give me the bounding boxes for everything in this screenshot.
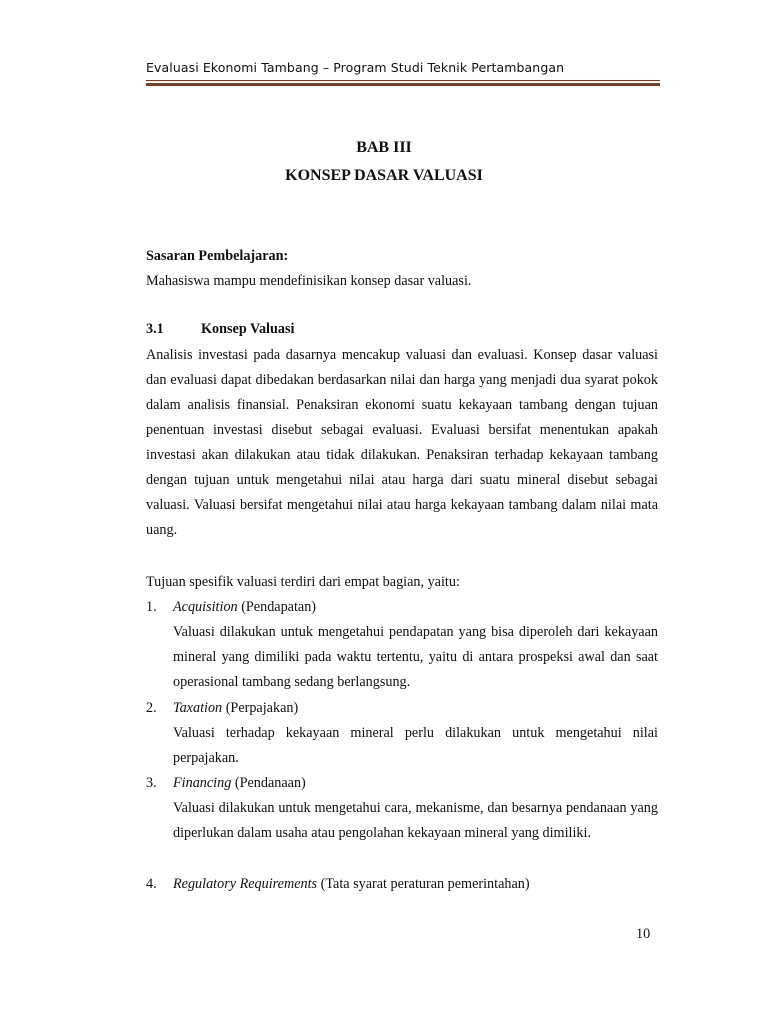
section-paragraph: Analisis investasi pada dasarnya mencakup valuasi dan evaluasi. Konsep dasar valuasi dan evaluasi dapat dibedakan berdasarkan nilai dan harga yang menjadi dua syarat pokok dalam analisis finansial. Penaksiran ekonomi suatu kekayaan tambang dengan tujuan penentuan investasi disebut sebagai evaluasi. Evaluasi bersifat menentukan apakah investasi akan dilakukan atau tidak dilakukan. Penaksiran terhadap kekayaan tambang dengan tujuan untuk mengetahui nilai atau harga dari suatu mineral disebut sebagai valuasi. Valuasi bersifat mengetahui nilai atau harga kekayaan tambang dalam nilai mata uang.	[146, 347, 658, 538]
list-item-gloss: (Pendanaan)	[231, 775, 306, 791]
learning-objective-text: Mahasiswa mampu mendefinisikan konsep dasar valuasi.	[146, 273, 472, 289]
list-item-term: Regulatory Requirements	[173, 876, 318, 892]
list-item-number: 4.	[146, 876, 157, 892]
running-header: Evaluasi Ekonomi Tambang – Program Studi Teknik Pertambangan	[146, 60, 565, 75]
list-item-gloss: (Pendapatan)	[237, 599, 317, 615]
list-item-4	[146, 872, 658, 897]
list-item-number: 2.	[146, 700, 157, 716]
list-item-1-description: Valuasi dilakukan untuk mengetahui pendapatan yang bisa diperoleh dari kekayaan mineral yang dimiliki pada waktu tertentu, yaitu di antara prospeksi awal dan saat operasional tambang sedang berlangsung.	[173, 624, 658, 690]
list-item-term: Acquisition	[173, 599, 238, 615]
list-item-gloss: (Perpajakan)	[222, 700, 299, 716]
list-item-3	[146, 771, 658, 796]
list-item-number: 1.	[146, 599, 157, 615]
chapter-number: BAB III	[356, 139, 412, 156]
list-item-2-description: Valuasi terhadap kekayaan mineral perlu dilakukan untuk mengetahui nilai perpajakan.	[173, 725, 658, 766]
section-number: 3.1	[146, 321, 164, 337]
list-item-term: Taxation	[173, 700, 223, 716]
list-item-1	[146, 595, 658, 620]
chapter-title: KONSEP DASAR VALUASI	[285, 167, 483, 184]
learning-objective-label: Sasaran Pembelajaran:	[146, 248, 289, 264]
list-intro: Tujuan spesifik valuasi terdiri dari empat bagian, yaitu:	[146, 574, 460, 590]
list-item-number: 3.	[146, 775, 157, 791]
header-rule-thick	[146, 83, 660, 86]
list-item-2	[146, 696, 658, 721]
section-title: Konsep Valuasi	[201, 321, 295, 337]
header-rule-thin	[146, 80, 660, 81]
list-item-term: Financing	[173, 775, 232, 791]
section-heading	[146, 321, 294, 338]
list-item-gloss: (Tata syarat peraturan pemerintahan)	[317, 876, 530, 892]
list-item-3-description: Valuasi dilakukan untuk mengetahui cara, mekanisme, dan besarnya pendanaan yang diperlukan dalam usaha atau pengolahan kekayaan mineral yang dimiliki.	[173, 800, 658, 841]
page-number: 10	[636, 926, 651, 942]
